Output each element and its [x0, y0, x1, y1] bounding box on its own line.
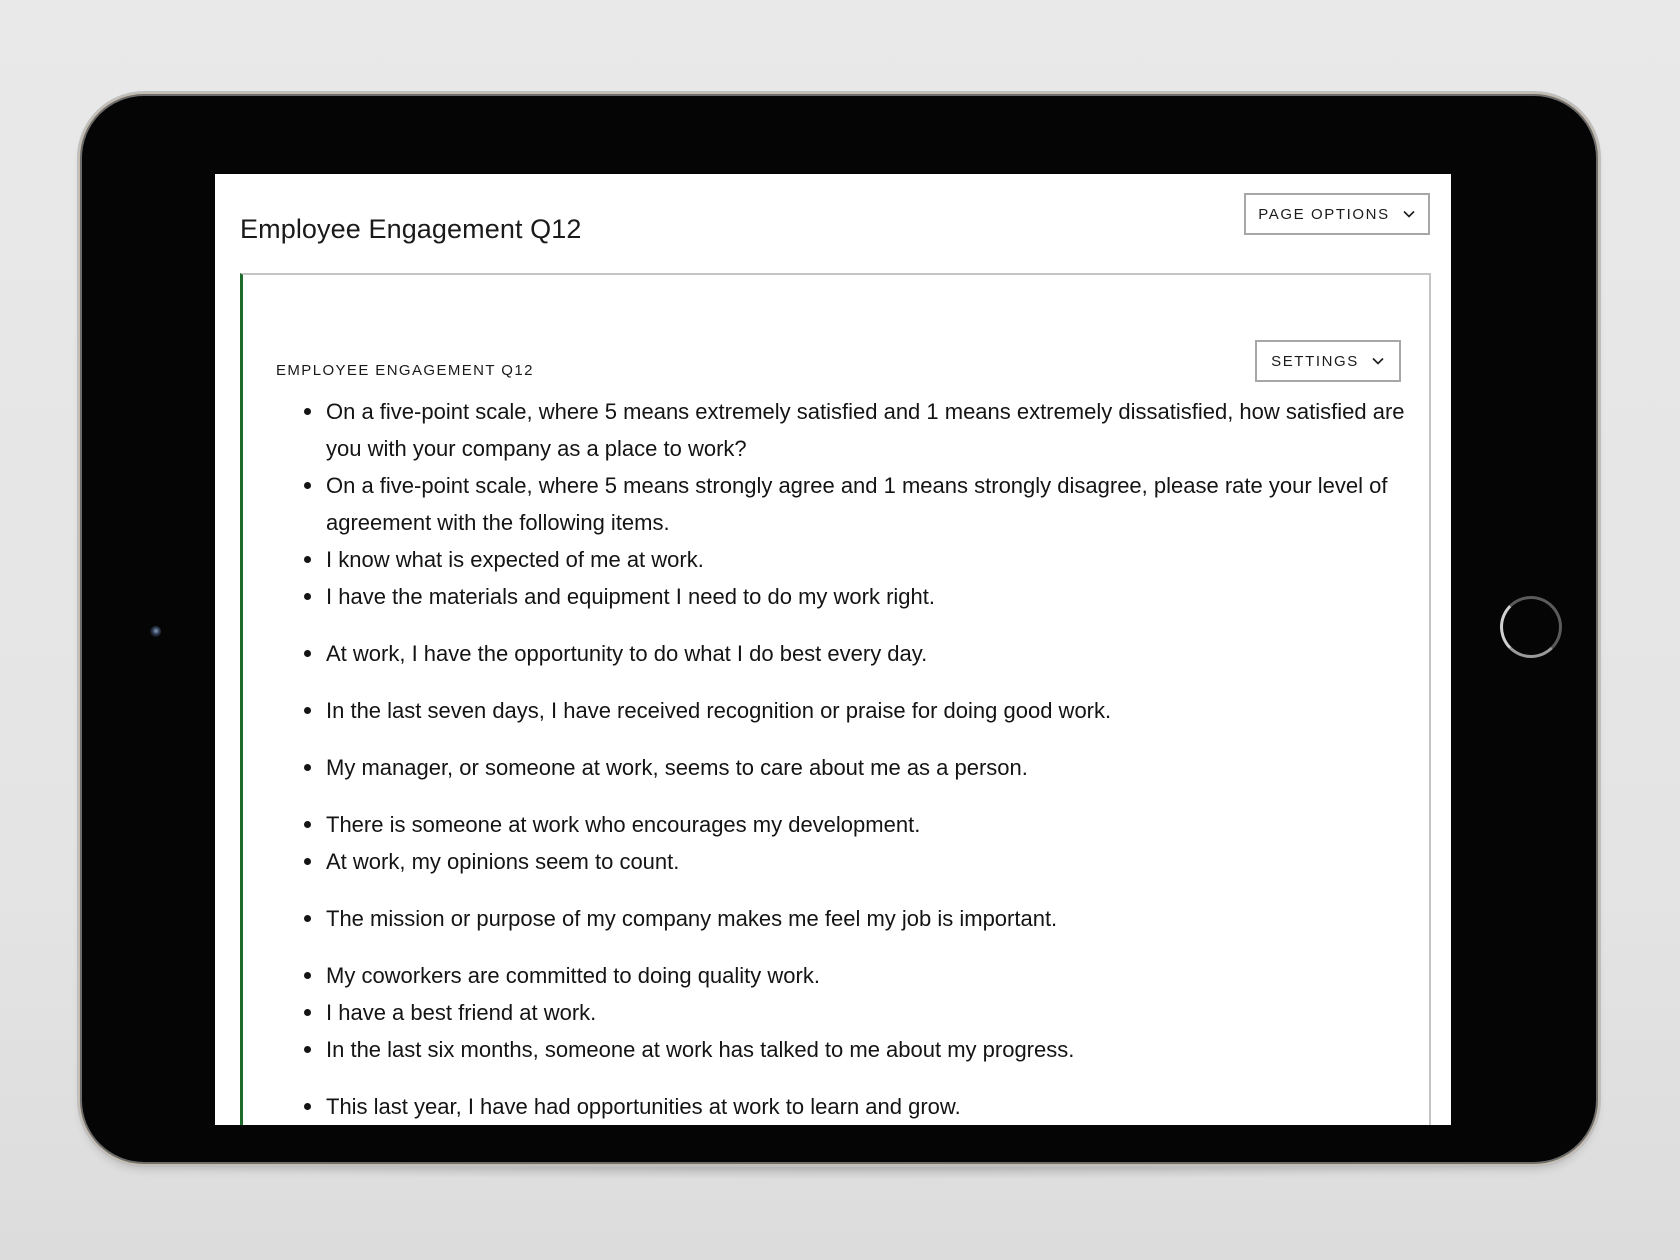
question-item: My manager, or someone at work, seems to care about me as a person.	[301, 749, 1411, 786]
tablet-device	[82, 96, 1596, 1162]
home-button[interactable]	[1500, 596, 1562, 658]
chevron-down-icon	[1402, 209, 1416, 219]
question-item: In the last six months, someone at work has talked to me about my progress.	[301, 1031, 1411, 1068]
chevron-down-icon	[1371, 356, 1385, 366]
question-item: At work, my opinions seem to count.	[301, 843, 1411, 880]
settings-button[interactable]	[1255, 340, 1401, 382]
question-item: This last year, I have had opportunities at work to learn and grow.	[301, 1088, 1411, 1125]
front-camera	[150, 626, 161, 637]
question-item: I know what is expected of me at work.	[301, 541, 1411, 578]
tablet-screen	[215, 174, 1451, 1125]
question-item: At work, I have the opportunity to do what I do best every day.	[301, 635, 1411, 672]
question-item: There is someone at work who encourages my development.	[301, 806, 1411, 843]
page-title: Employee Engagement Q12	[240, 214, 582, 244]
question-item: On a five-point scale, where 5 means strongly agree and 1 means strongly disagree, please rate your level of agreement with the following items.	[301, 467, 1411, 541]
page-options-button[interactable]	[1244, 193, 1430, 235]
question-item: On a five-point scale, where 5 means extremely satisfied and 1 means extremely dissatisfied, how satisfied are you with your company as a place to work?	[301, 393, 1411, 467]
settings-label: SETTINGS	[1271, 352, 1359, 370]
section-label: EMPLOYEE ENGAGEMENT Q12	[276, 362, 534, 379]
question-item: In the last seven days, I have received recognition or praise for doing good work.	[301, 692, 1411, 729]
question-item: My coworkers are committed to doing quality work.	[301, 957, 1411, 994]
question-item: The mission or purpose of my company makes me feel my job is important.	[301, 900, 1411, 937]
engagement-card	[240, 273, 1431, 1125]
page-options-label: PAGE OPTIONS	[1258, 205, 1390, 223]
question-item: I have a best friend at work.	[301, 994, 1411, 1031]
question-list	[301, 393, 1411, 1125]
question-item: I have the materials and equipment I need to do my work right.	[301, 578, 1411, 615]
